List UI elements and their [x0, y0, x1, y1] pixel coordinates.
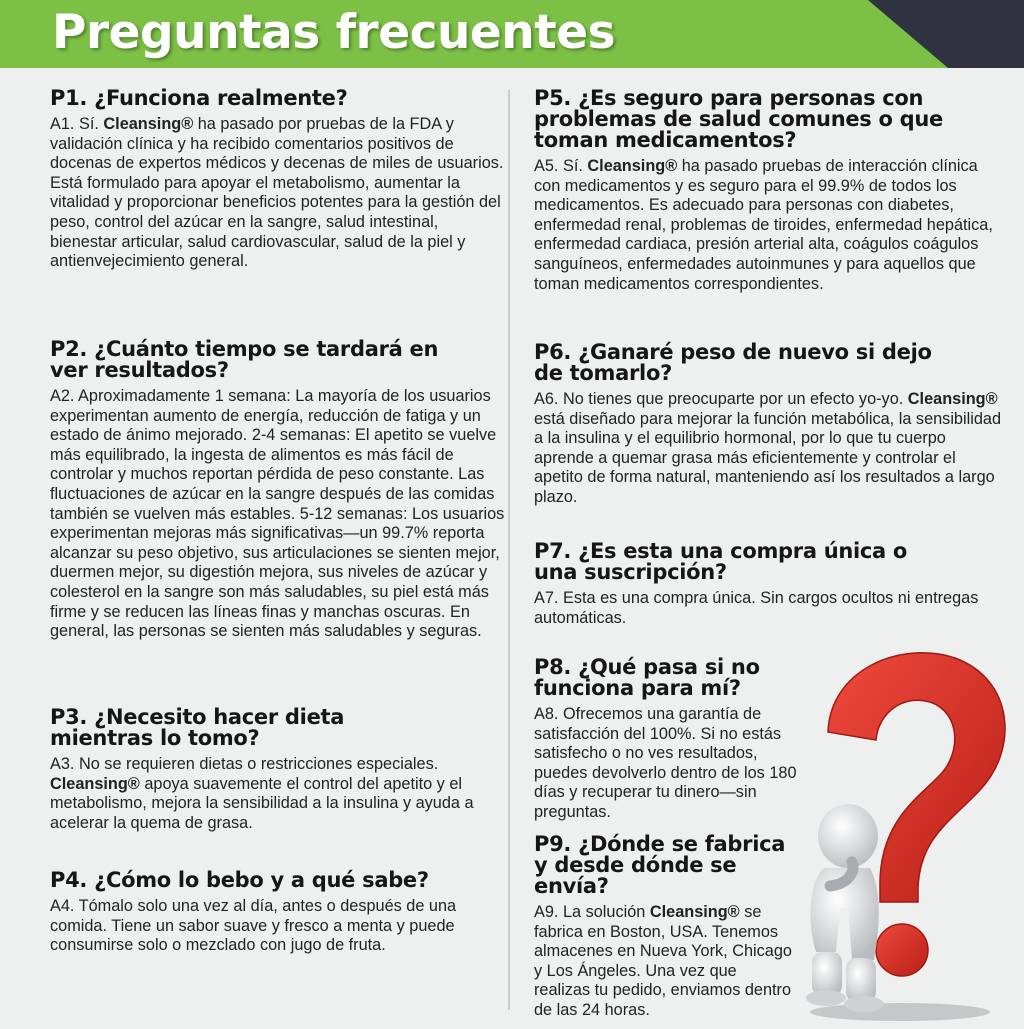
faq-question: P1. ¿Funciona realmente?: [50, 86, 348, 110]
faq-question: P8. ¿Qué pasa si no funciona para mí?: [534, 655, 760, 700]
faq-answer: A1. Sí. Cleansing® ha pasado por pruebas de la FDA y validación clínica y ha recibido comentarios positivos de docenas de expertos médicos y decenas de miles de usuarios. Está formulado para apoyar el metabolismo, aumentar la vitalidad y proporcionar beneficios potentes para la gestión del peso, control del azúcar en la sangre, salud intestinal, bienestar articular, salud cardiovascular, salud de la piel y antienvejecimiento general.: [50, 115, 504, 271]
brand-name: Cleansing®: [649, 903, 740, 921]
faq-item-2: [50, 339, 505, 642]
header-banner: [0, 0, 1024, 68]
faq-question: P2. ¿Cuánto tiempo se tardará en ver resultados?: [50, 337, 439, 382]
faq-item-7: [534, 541, 1004, 628]
faq-item-8: [534, 657, 799, 823]
faq-item-5: [534, 88, 1004, 294]
column-divider: [508, 90, 510, 1010]
page-title: Preguntas frecuentes: [52, 5, 616, 60]
faq-question: P3. ¿Necesito hacer dieta mientras lo tomo?: [50, 705, 345, 750]
faq-item-4: [50, 870, 480, 956]
faq-item-1: [50, 88, 505, 272]
question-mark-thinker-svg: [790, 640, 1024, 1024]
thinking-figure: [806, 804, 884, 1012]
faq-answer: A7. Esta es una compra única. Sin cargos ocultos ni entregas automáticas.: [534, 589, 979, 627]
faq-question: P9. ¿Dónde se fabrica y desde dónde se envía?: [534, 832, 786, 898]
faq-answer: A4. Tómalo solo una vez al día, antes o después de una comida. Tiene un sabor suave y fresco a menta y puede consumirse solo o mezclado con jugo de fruta.: [50, 897, 457, 955]
faq-question: P4. ¿Cómo lo bebo y a qué sabe?: [50, 868, 429, 892]
faq-item-6: [534, 342, 1004, 508]
faq-answer: A6. No tienes que preocuparte por un efecto yo-yo. Cleansing® está diseñado para mejorar la función metabólica, la sensibilidad a la insulina y el equilibrio hormonal, por lo que tu cuerpo aprende a quemar grasa más eficientemente y controlar el apetito de forma natural, manteniendo así los resultados a largo plazo.: [534, 390, 1002, 506]
faq-answer: A2. Aproximadamente 1 semana: La mayoría de los usuarios experimentan aumento de energía, reducción de fatiga y un estado de ánimo mejorado. 2-4 semanas: El apetito se vuelve más equilibrado, la ingesta de alimentos es más fácil de controlar y muchos reportan pérdida de peso constante. Las fluctuaciones de azúcar en la sangre después de las comidas también se vuelven más estables. 5-12 semanas: Los usuarios experimentan mejoras más significativas—un 99.7% reporta alcanzar su peso objetivo, sus articulaciones se sienten mejor, duermen mejor, su digestión mejora, sus niveles de azúcar y colesterol en la sangre son más saludables, su piel está más firme y se reducen las líneas finas y manchas oscuras. En general, las personas se sienten más saludables y seguras.: [50, 387, 505, 641]
brand-name: Cleansing®: [50, 774, 140, 793]
header-dark-accent: [824, 0, 1024, 68]
brand-name: Cleansing®: [907, 390, 998, 408]
faq-answer: A8. Ofrecemos una garantía de satisfacción del 100%. Si no estás satisfecho o no ves resultados, puedes devolverlo dentro de los 180 días y recuperar tu dinero—sin preguntas.: [534, 705, 797, 821]
faq-question: P6. ¿Ganaré peso de nuevo si dejo de tomarlo?: [534, 340, 932, 385]
faq-answer: A9. La solución Cleansing® se fabrica en Boston, USA. Tenemos almacenes en Nueva York, Chicago y Los Ángeles. Una vez que realizas tu pedido, enviamos dentro de las 24 horas.: [534, 903, 792, 1019]
faq-item-9: [534, 834, 794, 1021]
faq-item-3: [50, 707, 495, 833]
faq-question: P7. ¿Es esta una compra única o una suscripción?: [534, 539, 908, 584]
faq-answer: A5. Sí. Cleansing® ha pasado pruebas de interacción clínica con medicamentos y es seguro para el 99.9% de todos los medicamentos. Es adecuado para personas con diabetes, enfermedad renal, problemas de tiroides, enfermedad hepática, enfermedad cardiaca, presión arterial alta, coágulos coágulos sanguíneos, enfermedades autoinmunes y para aquellos que toman medicamentos correspondientes.: [534, 157, 993, 293]
faq-answer: A3. No se requieren dietas o restricciones especiales. Cleansing® apoya suavemente el control del apetito y el metabolismo, mejora la sensibilidad a la insulina y ayuda a acelerar la quema de grasa.: [50, 755, 474, 832]
faq-question: P5. ¿Es seguro para personas con problemas de salud comunes o que toman medicamentos?: [534, 86, 943, 152]
brand-name: Cleansing®: [103, 115, 194, 133]
brand-name: Cleansing®: [587, 157, 678, 175]
question-mark-thinker-icon: [790, 640, 1024, 1024]
